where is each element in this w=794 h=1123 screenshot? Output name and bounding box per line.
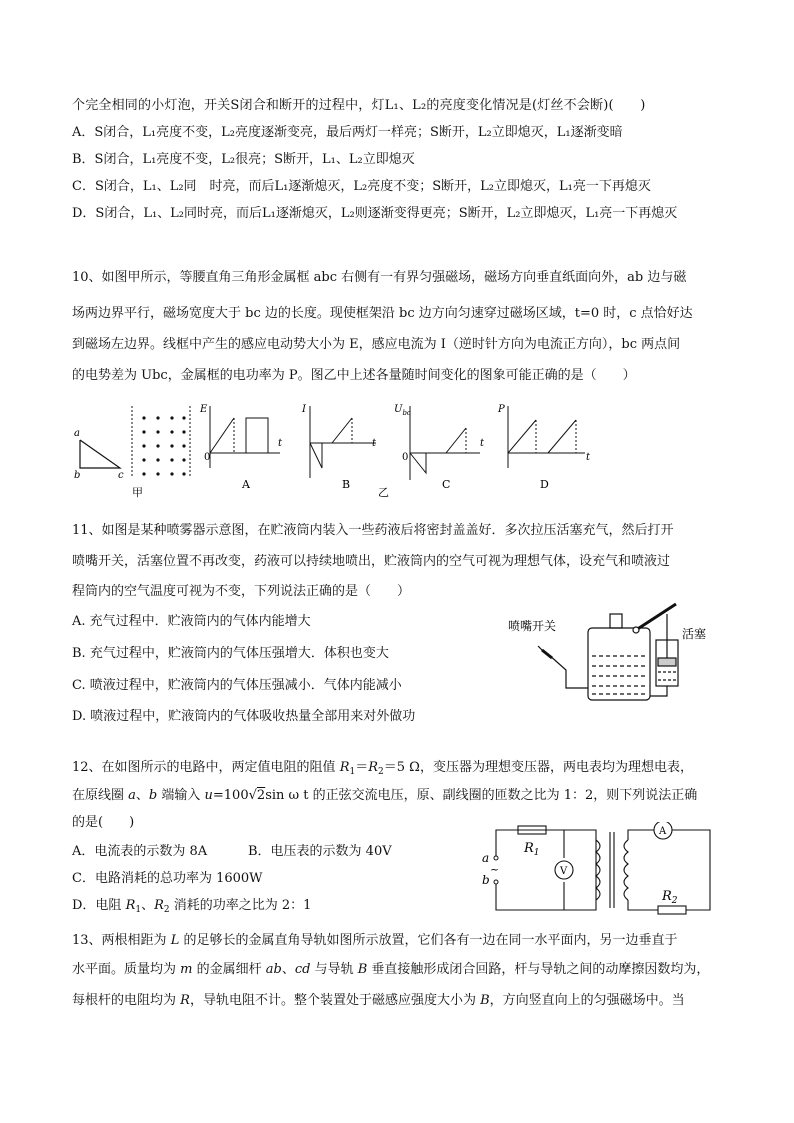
q13-l1a: 13、两根相距为 (72, 933, 171, 948)
axis-label-i: I (302, 404, 306, 415)
q13-line-2: 水平面。质量均为 m 的金属细杆 ab、cd 与导轨 B 垂直接触形成闭合回路，杆与导轨之间的动摩擦因数均为， (72, 962, 710, 977)
q9-stem: 个完全相同的小灯泡，开关S闭合和断开的过程中，灯L₁、L₂的亮度变化情况是(灯丝不会断)( ) (72, 98, 646, 113)
terminal-b: b (482, 873, 490, 887)
q13-l2a: 水平面。质量均为 (72, 962, 181, 977)
q12-l2a: 在原线圈 (72, 788, 129, 803)
q12-option-d: D．电阻 $R_1$、$R_2$ 消耗的功率之比为 2：1 (72, 898, 312, 915)
graph-label-d: D (540, 478, 549, 491)
label-ammeter: A (659, 826, 667, 837)
q13-l2d: 垂直接触形成闭合回路，杆与导轨之间的动摩擦因数均为， (367, 962, 710, 977)
origin-c: 0 (402, 452, 409, 463)
graph-a (210, 406, 280, 468)
q11-line-2: 喷嘴开关，活塞位置不再改变，药液可以持续地喷出，贮液筒内的空气可视为理想气体，设充气和喷液过 (72, 554, 671, 569)
q13-line-1: 13、两根相距为 L 的足够长的金属直角导轨如图所示放置，它们各有一边在同一水平面内，另一边垂直于 (72, 933, 678, 948)
q12-line-1: 12、在如图所示的电路中，两定值电阻的阻值 $R_1=R_2=5$ Ω，变压器为理想变压器，两电表均为理想电表， (72, 760, 693, 777)
q12-l2c: =100 (212, 788, 249, 803)
origin-a: 0 (204, 452, 211, 463)
primary-coil (596, 840, 600, 900)
liquid (592, 656, 646, 694)
q11-line-3: 程筒内的空气温度可视为不变，下列说法正确的是（ ） (72, 584, 411, 599)
t-label-a: t (278, 438, 283, 449)
magnetic-field (132, 406, 190, 478)
q13-l3b: ，导轨电阻不计。整个装置处于磁感应强度大小为 (189, 993, 481, 1008)
axis-label-e: E (200, 404, 208, 415)
graph-c (410, 406, 480, 480)
pump-handle (636, 604, 676, 630)
q12-option-a: A．电流表的示数为 8A (72, 844, 208, 859)
q9-option-d: D．S闭合，L₁、L₂同时亮，而后L₁逐渐熄灭，L₂则逐渐变得更亮；S断开，L₂立即熄灭，L₁亮一下再熄灭 (72, 206, 678, 221)
q11-option-c: C. 喷液过程中，贮液筒内的气体压强减小．气体内能减小 (72, 678, 402, 693)
q13-line-3: 每根杆的电阻均为 R，导轨电阻不计。整个装置处于磁感应强度大小为 B，方向竖直向上的匀强磁场中。当 (72, 993, 685, 1008)
q12-option-b: B．电压表的示数为 40V (248, 844, 392, 859)
q9-option-b: B．S闭合，L₁亮度不变，L₂很亮；S断开，L₁、L₂立即熄灭 (72, 152, 415, 167)
axis-label-u: $U_{bc}$ (394, 404, 411, 417)
q10-line-4: 的电势差为 Ubc，金属框的电功率为 P。图乙中上述各量随时间变化的图象可能正确的是（ ） (72, 368, 636, 383)
q12-l2d: sin ω t 的正弦交流电压，原、副线圈的匝数之比为 1：2，则下列说法正确 (265, 788, 698, 803)
q10-line-3: 到磁场左边界。线框中产生的感应电动势大小为 E，感应电流为 I（逆时针方向为电流正方向），bc 两点间 (72, 337, 681, 352)
q12-d2: 消耗的功率之比为 2：1 (169, 898, 312, 913)
secondary-coil (624, 840, 628, 900)
q11-option-a: A. 充气过程中．贮液筒内的气体内能增大 (72, 614, 311, 629)
graph-b (310, 406, 376, 478)
ac-symbol: ~ (490, 863, 500, 876)
label-v: V (560, 866, 568, 877)
q12-l2b: 端输入 (157, 788, 205, 803)
label-jia: 甲 (132, 486, 143, 499)
label-c: c (118, 470, 124, 481)
graph-label-c: C (442, 478, 451, 491)
q13-l3c: ，方向竖直向上的匀强磁场中。当 (489, 993, 685, 1008)
resistor-r2 (658, 906, 686, 914)
t-label-d: t (586, 452, 591, 463)
piston-label: 活塞 (682, 627, 707, 641)
q12-line-2: 在原线圈 a、b 端输入 u=100√2sin ω t 的正弦交流电压，原、副线圈的匝数之比为 1：2，则下列说法正确 (72, 788, 698, 803)
label-r2: $R_2$ (662, 889, 678, 906)
q13-l2c: 与导轨 (310, 962, 358, 977)
q9-option-a: A．S闭合，L₁亮度不变，L₂亮度逐渐变亮，最后两灯一样亮；S断开，L₂立即熄灭，L₁逐渐变暗 (72, 125, 623, 140)
t-label-c: t (480, 438, 485, 449)
q10-line-1: 10、如图甲所示，等腰直角三角形金属框 abc 右侧有一有界匀强磁场，磁场方向垂直纸面向外，ab 边与磁 (72, 270, 687, 285)
terminal-a: a (482, 851, 490, 865)
q11-option-d: D. 喷液过程中，贮液筒内的气体吸收热量全部用来对外做功 (72, 709, 416, 724)
label-a: a (74, 428, 80, 439)
q12-l1a: 12、在如图所示的电路中，两定值电阻的阻值 (72, 760, 340, 775)
axis-label-p: P (498, 404, 505, 415)
q12-d1: D．电阻 (72, 898, 126, 913)
cap (610, 614, 622, 628)
t-label-b: t (372, 438, 377, 449)
q11-line-1: 11、如图是某种喷雾器示意图，在贮液筒内装入一些药液后将密封盖盖好．多次拉压活塞充气，然后打开 (72, 523, 674, 538)
q12-option-c: C．电路消耗的总功率为 1600W (72, 871, 263, 886)
q9-option-c: C．S闭合，L₁、L₂同 时亮，而后L₁逐渐熄灭，L₂亮度不变；S断开，L₂立即熄灭，L₁亮一下再熄灭 (72, 179, 651, 194)
q10-line-2: 场两边界平行，磁场宽度大于 bc 边的长度。现使框架沿 bc 边方向匀速穿过磁场区域，t=0 时，c 点恰好达 (72, 306, 693, 321)
q10-figure (70, 398, 600, 503)
label-yi: 乙 (378, 486, 389, 499)
q11-option-b: B. 充气过程中，贮液筒内的气体压强增大．体积也变大 (72, 646, 389, 661)
label-b: b (74, 470, 81, 481)
q12-line-3: 的是( ) (72, 815, 135, 830)
label-r1: $R_1$ (524, 841, 540, 858)
nozzle-tube (548, 654, 588, 688)
nozzle-switch-label: 喷嘴开关 (508, 619, 557, 633)
graph-d (508, 406, 585, 468)
q12-l1b: ＝5 Ω，变压器为理想变压器，两电表均为理想电表， (383, 760, 693, 775)
transformer-circuit (478, 822, 718, 918)
q13-l2b: 的金属细杆 (192, 962, 266, 977)
graph-label-a: A (242, 478, 250, 491)
triangle-frame (80, 440, 120, 468)
q13-l1b: 的足够长的金属直角导轨如图所示放置，它们各有一边在同一水平面内，另一边垂直于 (179, 933, 678, 948)
q13-l3a: 每根杆的电阻均为 (72, 993, 181, 1008)
graph-label-b: B (342, 478, 351, 491)
sprayer-diagram (506, 600, 716, 712)
tank (588, 628, 650, 700)
